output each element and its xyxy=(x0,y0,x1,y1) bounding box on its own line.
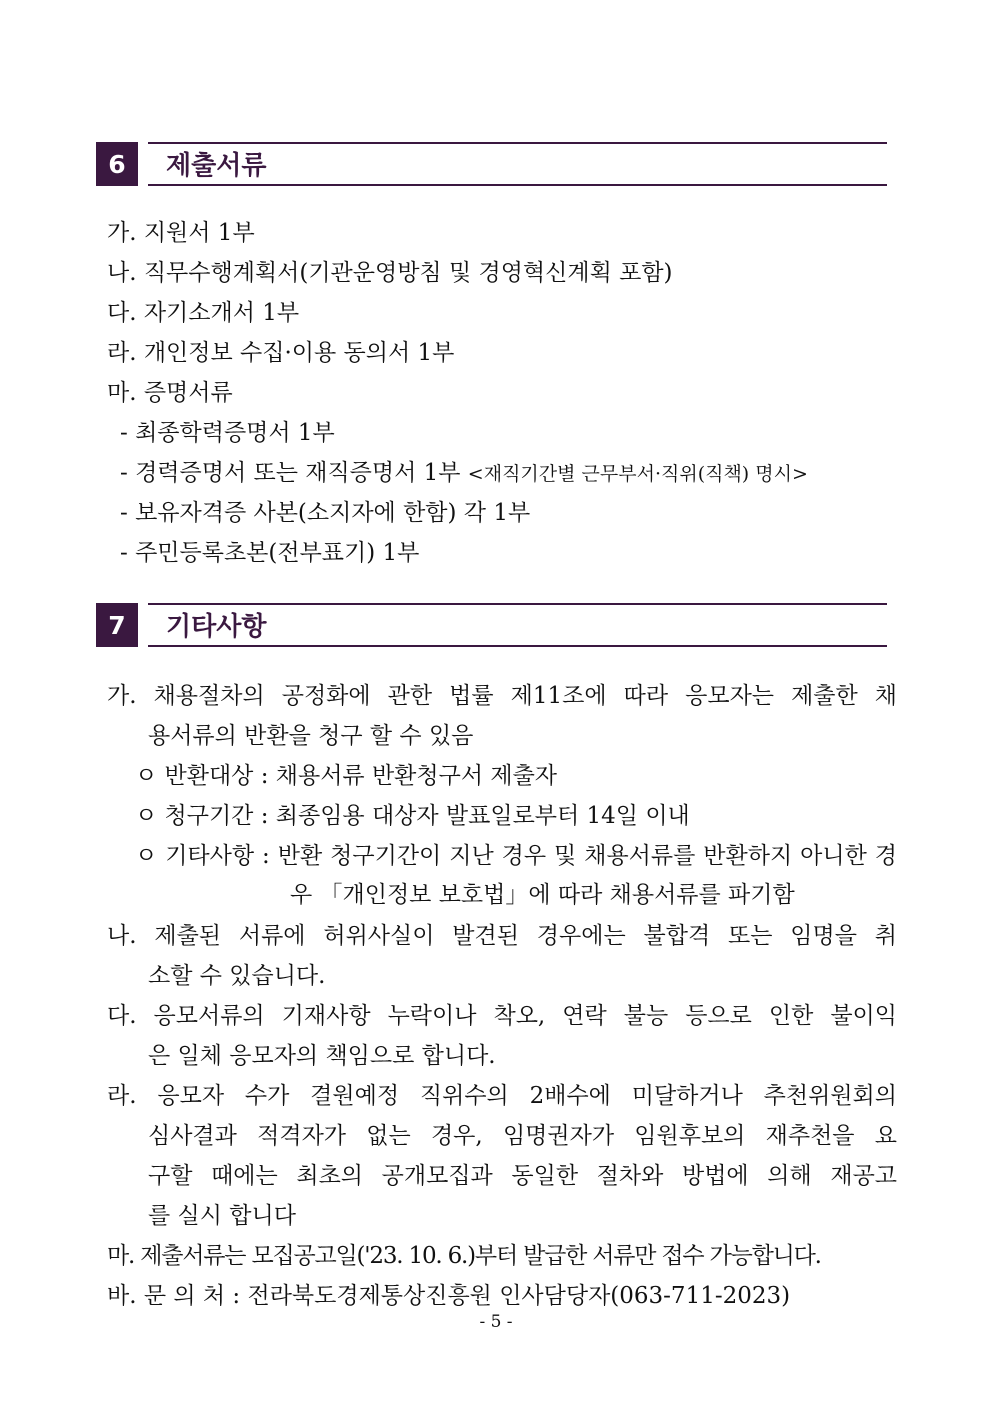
section-7-header xyxy=(96,603,887,647)
list-item-continuation: 심사결과 적격자가 없는 경우, 임명권자가 임원후보의 재추천을 요 xyxy=(148,1123,897,1149)
bullet-item: ㅇ 청구기간 : 최종임용 대상자 발표일로부터 14일 이내 xyxy=(135,803,690,829)
list-item: 바. 문 의 처 : 전라북도경제통상진흥원 인사담당자(063-711-2023) xyxy=(107,1283,791,1309)
sub-list-item xyxy=(120,458,808,489)
sub-list-item-main: - 경력증명서 또는 재직증명서 1부 xyxy=(120,460,461,486)
header-rule-top xyxy=(148,603,887,605)
bullet-item: ㅇ 기타사항 : 반환 청구기간이 지난 경우 및 채용서류를 반환하지 아니한 경 xyxy=(135,843,897,869)
page-number: - 5 - xyxy=(479,1312,513,1332)
list-item-continuation: 은 일체 응모자의 책임으로 합니다. xyxy=(148,1043,496,1069)
list-item: 가. 지원서 1부 xyxy=(107,220,255,246)
header-rule-top xyxy=(148,142,887,144)
sub-list-item: - 보유자격증 사본(소지자에 한함) 각 1부 xyxy=(120,500,531,526)
list-item: 마. 제출서류는 모집공고일('23. 10. 6.)부터 발급한 서류만 접수 가능합니다. xyxy=(107,1243,821,1269)
list-item: 다. 자기소개서 1부 xyxy=(107,300,300,326)
section-title: 기타사항 xyxy=(166,612,267,642)
list-item-continuation: 구할 때에는 최초의 공개모집과 동일한 절차와 방법에 의해 재공고 xyxy=(148,1163,897,1189)
sub-list-item: - 최종학력증명서 1부 xyxy=(120,420,335,446)
header-rule-bottom xyxy=(148,645,887,647)
list-item: 라. 개인정보 수집·이용 동의서 1부 xyxy=(107,340,455,366)
list-item-continuation: 를 실시 합니다 xyxy=(148,1203,296,1229)
header-rule-bottom xyxy=(148,184,887,186)
list-item-continuation: 용서류의 반환을 청구 할 수 있음 xyxy=(148,723,474,749)
list-item: 다. 응모서류의 기재사항 누락이나 착오, 연락 불능 등으로 인한 불이익 xyxy=(107,1003,897,1029)
section-title: 제출서류 xyxy=(166,151,267,181)
bullet-item: ㅇ 반환대상 : 채용서류 반환청구서 제출자 xyxy=(135,763,558,789)
bullet-item-continuation: 우 「개인정보 보호법」에 따라 채용서류를 파기함 xyxy=(290,882,795,908)
section-number-badge: 7 xyxy=(96,603,138,647)
sub-list-item-note: <재직기간별 근무부서·직위(직책) 명시> xyxy=(467,463,808,485)
list-item: 마. 증명서류 xyxy=(107,380,233,406)
list-item: 가. 채용절차의 공정화에 관한 법률 제11조에 따라 응모자는 제출한 채 xyxy=(107,683,897,709)
section-6-header xyxy=(96,142,887,186)
section-number-badge: 6 xyxy=(96,142,138,186)
list-item-continuation: 소할 수 있습니다. xyxy=(148,963,326,989)
list-item: 나. 직무수행계획서(기관운영방침 및 경영혁신계획 포함) xyxy=(107,260,673,286)
list-item: 라. 응모자 수가 결원예정 직위수의 2배수에 미달하거나 추천위원회의 xyxy=(107,1083,897,1109)
sub-list-item: - 주민등록초본(전부표기) 1부 xyxy=(120,540,420,566)
list-item: 나. 제출된 서류에 허위사실이 발견된 경우에는 불합격 또는 임명을 취 xyxy=(107,923,897,949)
